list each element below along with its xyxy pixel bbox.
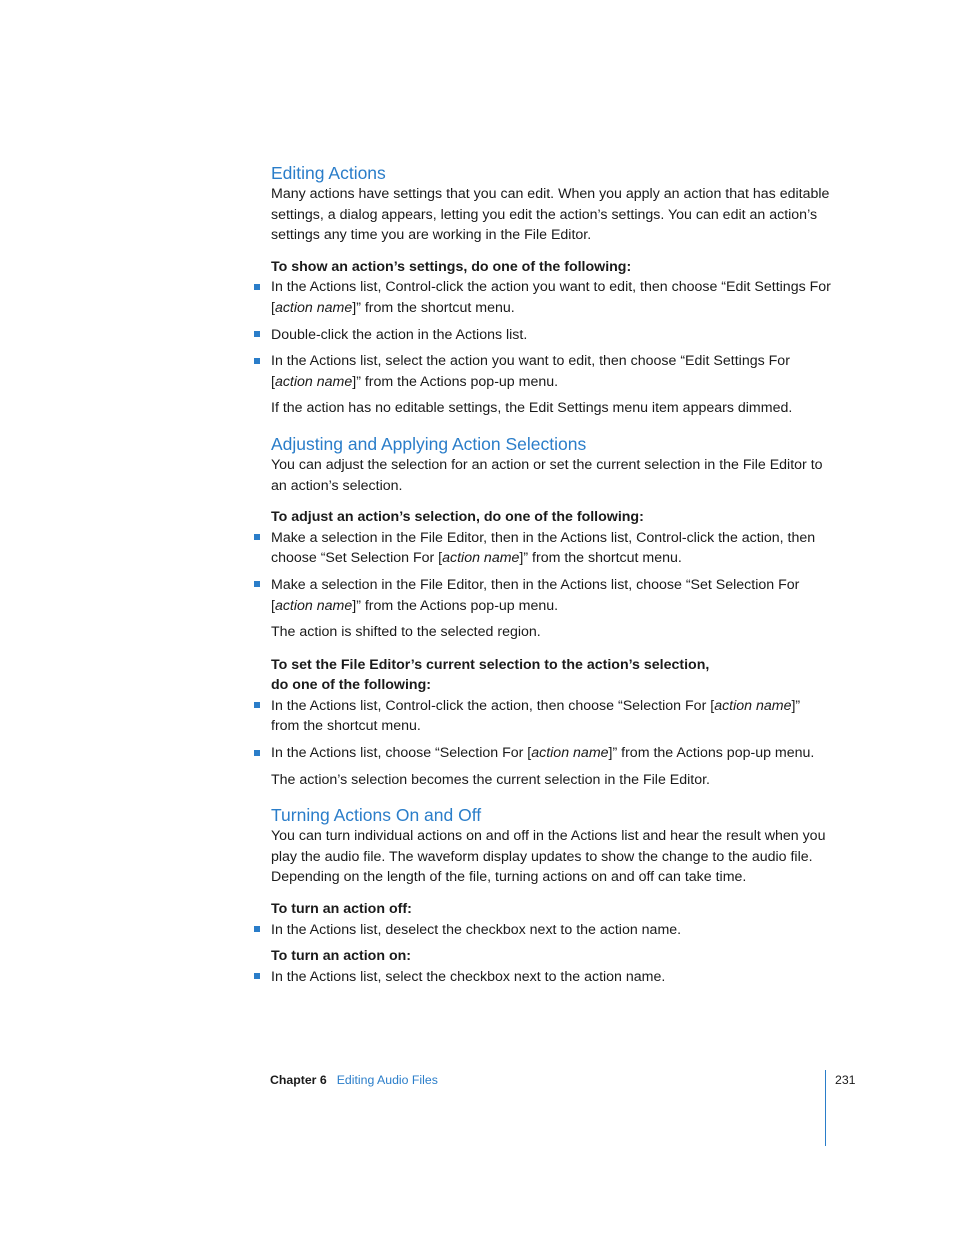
list-item: Make a selection in the File Editor, then in the Actions list, Control-click the action, then choose “Set Selection For [action name]” from the shortcut menu. xyxy=(271,528,831,569)
page-number: 231 xyxy=(835,1073,856,1087)
list-item: Make a selection in the File Editor, then in the Actions list, choose “Set Selection For [action name]” from the Actions pop-up menu. xyxy=(271,575,831,616)
section-heading-adjusting-selections: Adjusting and Applying Action Selections xyxy=(271,433,587,454)
bullet-list xyxy=(271,528,831,616)
bullet-icon xyxy=(254,331,260,337)
bullet-list xyxy=(271,967,831,988)
footer-chapter-title: Editing Audio Files xyxy=(336,1073,438,1087)
list-item: Double-click the action in the Actions list. xyxy=(271,325,831,346)
page-footer xyxy=(270,1071,438,1089)
list-item: In the Actions list, deselect the checkbox next to the action name. xyxy=(271,920,831,941)
list-item: In the Actions list, select the action you want to edit, then choose “Edit Settings For [action name]” from the Actions pop-up menu. xyxy=(271,351,831,392)
section-intro: You can adjust the selection for an action or set the current selection in the File Editor to an action’s selection. xyxy=(271,456,823,494)
task-heading: To show an action’s settings, do one of the following: xyxy=(271,258,632,275)
section-heading-editing-actions: Editing Actions xyxy=(271,163,386,183)
list-item: In the Actions list, select the checkbox next to the action name. xyxy=(271,967,831,988)
footer-divider xyxy=(825,1070,826,1146)
bullet-icon xyxy=(254,534,260,540)
list-item: In the Actions list, Control-click the action, then choose “Selection For [action name]” from the shortcut menu. xyxy=(271,696,831,737)
task-heading: To adjust an action’s selection, do one of the following: xyxy=(271,509,644,526)
bullet-icon xyxy=(254,581,260,587)
section-intro: Many actions have settings that you can edit. When you apply an action that has editable settings, a dialog appears, letting you edit the action’s settings. You can edit an action’s settings any time you are working in the File Editor. xyxy=(271,186,830,244)
bullet-icon xyxy=(254,973,260,979)
list-item: In the Actions list, choose “Selection For [action name]” from the Actions pop-up menu. xyxy=(271,743,831,764)
bullet-icon xyxy=(254,284,260,290)
section-heading-turning-actions: Turning Actions On and Off xyxy=(271,805,482,826)
bullet-list xyxy=(271,277,831,392)
task-heading: To set the File Editor’s current selection to the action’s selection, do one of the following: xyxy=(271,656,710,694)
bullet-icon xyxy=(254,926,260,932)
list-item: In the Actions list, Control-click the action you want to edit, then choose “Edit Settings For [action name]” from the shortcut menu. xyxy=(271,277,831,318)
bullet-icon xyxy=(254,358,260,364)
section-intro: You can turn individual actions on and off in the Actions list and hear the result when you play the audio file. The waveform display updates to show the change to the audio file. Depending on the length of the file, turning actions on and off can take time. xyxy=(271,828,826,886)
page-content xyxy=(271,162,831,993)
bullet-list xyxy=(271,920,831,941)
note-text: The action is shifted to the selected region. xyxy=(271,624,541,641)
note-text: If the action has no editable settings, the Edit Settings menu item appears dimmed. xyxy=(271,400,793,417)
footer-chapter: Chapter 6 xyxy=(270,1073,327,1087)
note-text: The action’s selection becomes the current selection in the File Editor. xyxy=(271,771,710,788)
bullet-list xyxy=(271,696,831,764)
bullet-icon xyxy=(254,750,260,756)
bullet-icon xyxy=(254,702,260,708)
task-heading: To turn an action off: xyxy=(271,901,412,918)
task-heading: To turn an action on: xyxy=(271,948,412,965)
